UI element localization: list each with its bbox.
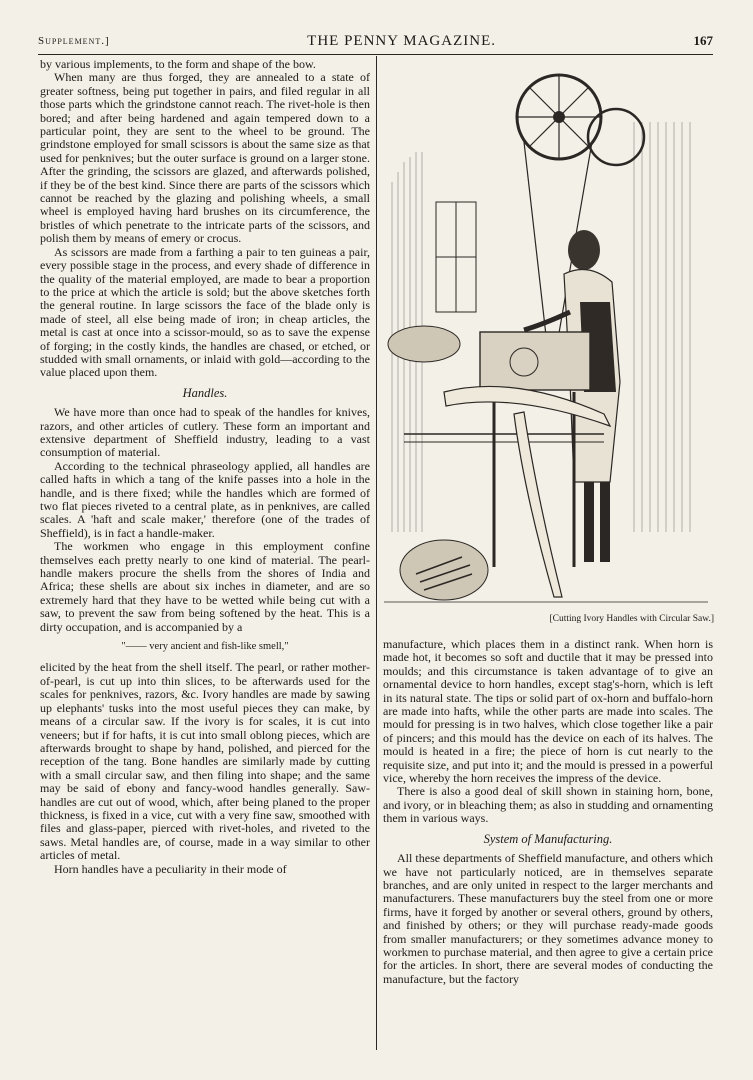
section-heading-system: System of Manufacturing. — [483, 831, 613, 846]
supplement-label: Supplement.] — [38, 35, 110, 47]
page-header — [38, 28, 713, 55]
magazine-title: THE PENNY MAGAZINE. — [307, 32, 496, 49]
paragraph: elicited by the heat from the shell itself. The pearl, or rather mother-of-pearl, is cut up into thin slices, to be afterwards used for the scales for penknives, razors, &c. Ivory handles are made by sawing up elephants' tusks into the most useful pieces they can make, by means of a circular saw. If the ivory is for scales, it is cut into veneers; but if for hafts, it is cut into small oblong pieces, which are afterwards brought to shape by hand, polished, and pierced for the reception of the tang. Bone handles are similarly made by cutting with a small circular saw, and then filing into shape; and the same may be said of ebony and fancy-wood handles generally. Saw-handles are cut out of wood, which, after being planed to the proper thickness, is fixed in a vice, cut with a very fine saw, smoothed with files and glass-paper, pierced with rivet-holes, and riveted to the saws. Metal handles are, of course, made in a way similar to other articles of metal. — [40, 660, 370, 863]
engraving-drawing — [384, 62, 708, 614]
paragraph: As scissors are made from a farthing a pair to ten guineas a pair, every possible stage in the process, and every shade of difference in the quality of the material employed, are made to bear a proportion to the price at which the article is sold; but the above sketches forth the general routine. In large scissors the face of the blade only is made of steel, all else being made of iron; in cheap articles, the metal is cast at once into a scissor-mould, so as to save the expense of forging; in the costly kinds, the handles are chased, or etched, or studded with small ornaments, or inlaid with gold—according to the value placed upon them. — [40, 244, 370, 380]
paragraph: Horn handles have a peculiarity in their mode of — [54, 861, 287, 876]
quotation: "—— very ancient and fish-like smell," — [121, 641, 289, 653]
paragraph: The workmen who engage in this employment confine themselves each pretty nearly to one kind of material. The pearl-handle makers procure the shells from the shores of India and Africa; these shells are about six inches in diameter, and are so extremely hard that they have to be wetted while being cut with a saw, to prevent the saw from being softened by the heat. This is a dirty occupation, and is accompanied by a — [40, 539, 370, 634]
figure-caption: [Cutting Ivory Handles with Circular Saw.] — [549, 614, 714, 624]
section-heading-handles: Handles. — [182, 385, 228, 400]
paragraph: by various implements, to the form and shape of the bow. — [40, 58, 316, 71]
column-divider — [376, 56, 377, 1050]
engraving-illustration — [384, 62, 708, 614]
left-column — [40, 58, 370, 1048]
right-column — [383, 638, 713, 1048]
paragraph: We have more than once had to speak of the handles for knives, razors, and other articles of cutlery. These form an important and extensive department of Sheffield industry, leading to a vast consumption of material. — [40, 405, 370, 460]
paragraph: There is also a good deal of skill shown in staining horn, bone, and ivory, or in bleaching them; as also in studding and ornamenting them in various ways. — [383, 784, 713, 826]
paragraph: manufacture, which places them in a distinct rank. When horn is made hot, it becomes so soft and ductile that it may be pressed into moulds; and this circumstance is taken advantage of to give an ornamental device to horn handles, except stag's-horn, which is left in its natural state. The tips or solid part of ox-horn and buffalo-horn are made into hafts, while the other parts are made into scales. The mould for pressing is in two halves, which close together like a pair of pincers; and this mould has the device on each of its halves. The mould is heated in a fire; the piece of horn is cut nearly to the requisite size, and put into it; and the mould is pressed in a powerful vice, whereby the horn receives the impress of the device. — [383, 638, 713, 786]
paragraph: According to the technical phraseology applied, all handles are called hafts in which a tang of the knife passes into a hole in the handle, and is there fixed; while the handles which are formed of two flat pieces riveted to a central plate, as in penknives, are called scales. A 'haft and scale maker,' therefore (one of the trades of Sheffield), is in fact a handle-maker. — [40, 458, 370, 540]
paragraph: All these departments of Sheffield manufacture, and others which we have not particularly noticed, are in themselves separate branches, and are only united in respect to the larger merchants and manufacturers. These manufacturers buy the steel from one or more firms, have it forged by another or several others, ground by others, and finished by others; or they will purchase ready-made goods from smaller manufacturers; or they sometimes advance money to workmen to purchase material, and then agree to give a certain price for the articles. In short, there are several modes of conducting the manufacture, but the factory — [383, 851, 713, 986]
page-number: 167 — [693, 33, 713, 48]
paragraph: When many are thus forged, they are annealed to a state of greater softness, being put together in pairs, and filed regular in all those parts which the grindstone cannot reach. The rivet-hole is then bored; and after being hardened and again tempered down to a particular point, they are sent to the wheel to be ground. The grindstone employed for small scissors is about the same size as that used for penknives; but the outer surface is ground on a larger stone. After the grinding, the scissors are glazed, and afterwards polished, if they be of the best kind. Since there are parts of the scissors which cannot be reached by the glazing and polishing wheels, a small wheel is employed having hard brushes on its circumference, the bristles of which penetrate to the intricate parts of the scissors, and polish them by means of emery or crocus. — [40, 70, 370, 246]
